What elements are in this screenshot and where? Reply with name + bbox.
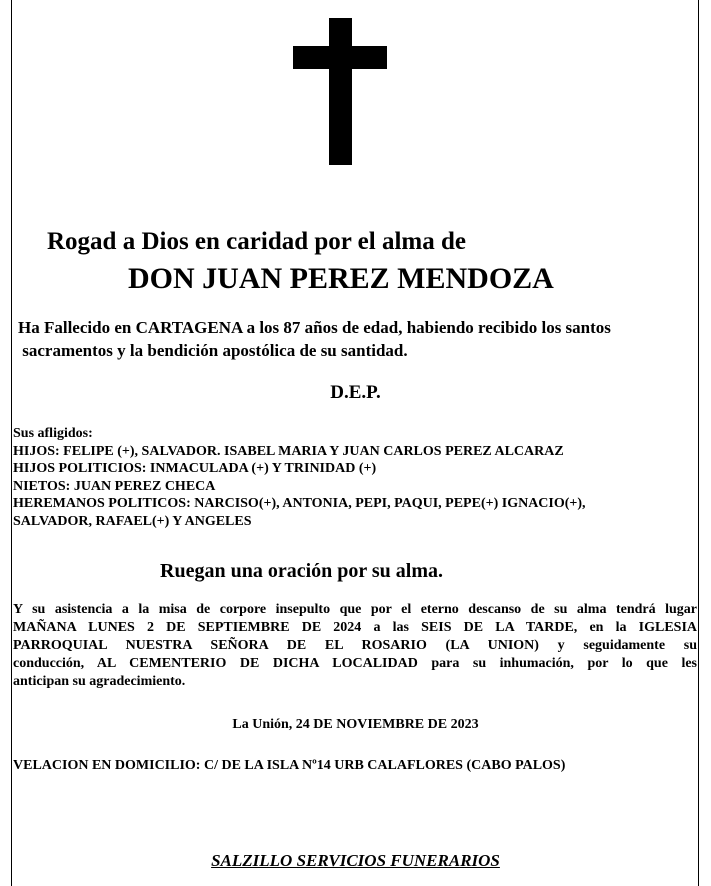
family-line: HEREMANOS POLITICOS: NARCISO(+), ANTONIA, PEPI, PAQUI, PEPE(+) IGNACIO(+), <box>13 496 586 511</box>
mass-line: conducción, AL CEMENTERIO DE DICHA LOCALIDAD para su inhumación, por lo que les <box>13 656 697 671</box>
notice-heading: Rogad a Dios en caridad por el alma de <box>47 228 466 255</box>
vigil-address: VELACION EN DOMICILIO: C/ DE LA ISLA Nº14 URB CALAFLORES (CABO PALOS) <box>13 758 566 773</box>
mass-line: Y su asistencia a la misa de corpore insepulto que por el eterno descanso de su alma tendrá lugar <box>13 602 697 617</box>
mass-line: anticipan su agradecimiento. <box>13 674 186 689</box>
death-statement <box>18 316 611 362</box>
family-line: HIJOS: FELIPE (+), SALVADOR. ISABEL MARIA Y JUAN CARLOS PEREZ ALCARAZ <box>13 443 564 459</box>
deceased-name: DON JUAN PEREZ MENDOZA <box>128 262 554 295</box>
family-line: NIETOS: JUAN PEREZ CHECA <box>13 478 216 494</box>
funeral-home-signature: SALZILLO SERVICIOS FUNERARIOS <box>211 851 500 870</box>
family-title: Sus afligidos: <box>13 426 93 441</box>
rip-text: D.E.P. <box>330 382 381 403</box>
mass-line: MAÑANA LUNES 2 DE SEPTIEMBRE DE 2024 a las SEIS DE LA TARDE, en la IGLESIA <box>13 620 697 635</box>
latin-cross-icon <box>0 0 711 170</box>
death-statement-line: sacramentos y la bendición apostólica de su santidad. <box>18 341 408 360</box>
mass-announcement <box>13 601 697 691</box>
family-line: SALVADOR, RAFAEL(+) Y ANGELES <box>13 513 252 529</box>
place-date: La Unión, 24 DE NOVIEMBRE DE 2023 <box>232 717 479 732</box>
mass-line: PARROQUIAL NUESTRA SEÑORA DE EL ROSARIO (LA UNION) y seguidamente su <box>13 638 697 653</box>
family-list <box>13 425 586 530</box>
prayer-request: Ruegan una oración por su alma. <box>160 560 444 582</box>
death-statement-line: Ha Fallecido en CARTAGENA a los 87 años de edad, habiendo recibido los santos <box>18 318 611 337</box>
family-line: HIJOS POLITICIOS: INMACULADA (+) Y TRINIDAD (+) <box>13 461 377 476</box>
